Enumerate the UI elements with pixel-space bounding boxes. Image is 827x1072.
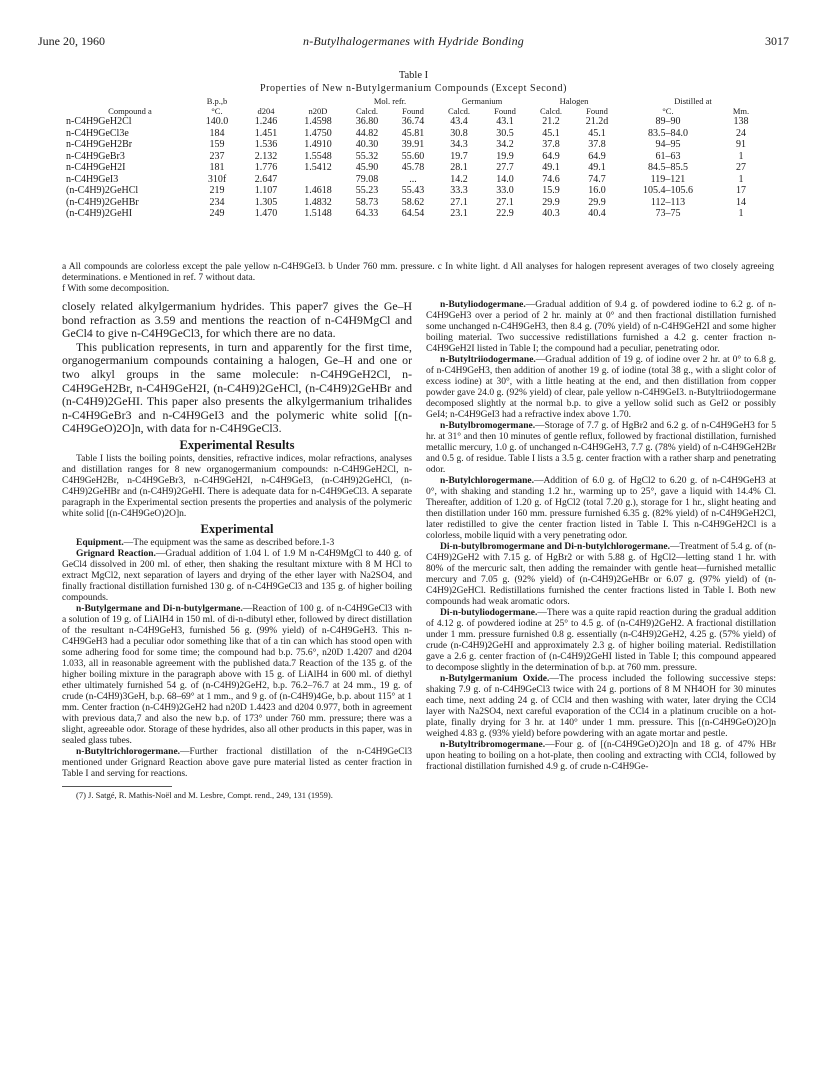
- cell-x-calc: 49.1: [542, 162, 560, 174]
- cell-bp: 184: [209, 127, 225, 139]
- cell-dist-c: 105.4–105.6: [643, 185, 693, 197]
- table-footnote-main: a All compounds are colorless except the pale yellow n-C4H9GeI3. b Under 760 mm. pressure. c In white light. d All analyses for halogen represent averages of two closely agreeing determinations. e Mentioned in ref. 7 without data.: [62, 262, 774, 283]
- cell-ge-found: 22.9: [496, 208, 514, 220]
- results-heading: Experimental Results: [179, 437, 295, 452]
- table-row: [66, 197, 766, 209]
- equipment-text: —The equipment was the same as described before.1-3: [123, 537, 335, 548]
- cell-compound: n-C4H9GeH2Cl: [66, 116, 132, 128]
- table-row: [66, 185, 766, 197]
- cell-dist-mm: 1: [738, 150, 744, 162]
- cell-n: 1.5412: [304, 162, 332, 174]
- cell-mr-calc: 79.08: [355, 173, 379, 185]
- cell-ge-calc: 30.8: [450, 127, 468, 139]
- cell-d: 1.470: [254, 208, 278, 220]
- cell-dist-mm: 1: [738, 173, 744, 185]
- running-header: [38, 34, 789, 50]
- table-title: Properties of New n-Butylgermanium Compounds (Except Second): [259, 83, 568, 94]
- cell-compound: n-C4H9GeI3: [66, 173, 119, 185]
- cell-mr-found: 45.81: [401, 127, 425, 139]
- table-footnotes: [62, 262, 774, 295]
- results-paragraph: Table I lists the boiling points, densities, refractive indices, molar refractions, analyses and distillation ranges for 8 new organogermanium compounds: n-C4H9GeH2Cl, n-C4H9GeH2Br, n-C4H9GeBr3, n-C4H9GeH2I, n-C4H9GeI3, (n-C4H9)2GeHCl, (n-C4H9)2GeHBr and (n-C4H9)2GeHI. There is adequate data for n-C4H9GeCl3. A separate paragraph in the Experimental section presents the properties and analysis of the polymeric white solid [(n-C4H9GeO)2O]n.: [62, 453, 412, 519]
- header-molrefr: Mol. refr.: [373, 96, 407, 106]
- header-title: n-Butylhalogermanes with Hydride Bonding: [303, 34, 524, 48]
- table-row: [66, 208, 766, 220]
- cell-x-found: 16.0: [588, 185, 606, 197]
- cell-ge-found: 33.0: [496, 185, 514, 197]
- diiodo-paragraph: [426, 608, 776, 674]
- header-date: June 20, 1960: [38, 34, 105, 48]
- cell-mr-found: 39.91: [401, 139, 425, 151]
- cell-mr-found: 45.78: [401, 162, 425, 174]
- cell-bp: 159: [209, 139, 225, 151]
- cell-mr-found: 58.62: [401, 196, 425, 208]
- footnote-divider: [62, 786, 172, 787]
- cell-mr-found: 55.60: [401, 150, 425, 162]
- header-x-found: Found: [586, 106, 608, 116]
- cell-x-calc: 45.1: [542, 127, 560, 139]
- experimental-heading: Experimental: [200, 521, 274, 536]
- equipment-paragraph: [62, 538, 412, 549]
- cell-ge-found: 27.1: [496, 196, 514, 208]
- cell-d: 1.536: [254, 139, 278, 151]
- cell-ge-calc: 27.1: [450, 196, 468, 208]
- header-mr-found: Found: [402, 106, 424, 116]
- cell-x-calc: 21.2: [542, 116, 560, 128]
- cell-ge-calc: 43.4: [450, 116, 468, 128]
- table-row: [66, 151, 766, 163]
- trichloro-paragraph: [62, 747, 412, 780]
- cell-n: 1.4832: [304, 196, 332, 208]
- cell-mr-calc: 44.82: [355, 127, 379, 139]
- cell-dist-c: 94–95: [655, 139, 681, 151]
- cell-mr-found: 36.74: [401, 116, 425, 128]
- cell-dist-c: 119–121: [650, 173, 686, 185]
- cell-dist-mm: 91: [736, 139, 746, 151]
- header-ge-found: Found: [494, 106, 516, 116]
- cell-dist-c: 112–113: [650, 196, 686, 208]
- equipment-label: Equipment.: [76, 537, 124, 548]
- cell-n: 1.5148: [304, 208, 332, 220]
- cell-ge-found: 27.7: [496, 162, 514, 174]
- header-refr-index: n20D: [308, 106, 328, 116]
- cell-dist-c: 73–75: [655, 208, 681, 220]
- header-distilled: Distilled at: [674, 96, 712, 106]
- cell-ge-calc: 23.1: [450, 208, 468, 220]
- cell-dist-c: 83.5–84.0: [648, 127, 688, 139]
- bromo-paragraph: [426, 421, 776, 476]
- header-dist-c: °C.: [662, 106, 674, 116]
- header-x-calcd: Calcd.: [540, 106, 562, 116]
- cell-bp: 234: [209, 196, 225, 208]
- header-dist-mm: Mm.: [732, 106, 750, 116]
- triiodo-text: —Gradual addition of 19 g. of iodine over 2 hr. at 0° to 6.8 g. of n-C4H9GeH3, then addition of another 19 g. of iodine (total 38 g., with a slight color of excess iodine) at 30°, with a little heating at the end, and then distillation from copper powder gave 24.0 g. (92% yield) of clear, pale yellow n-C4H9GeI3. n-Butyltriiodogermane decomposed slightly at the normal b.p. to give a yellow solid such as GeI2 or possibly GeI4; n-C4H9GeI3 had a refractive index above 1.70.: [426, 355, 776, 420]
- bromo-label: n-Butylbromogermane.: [440, 421, 536, 431]
- grignard-label: Grignard Reaction.: [76, 548, 156, 559]
- cell-dist-mm: 27: [736, 162, 746, 174]
- cell-ge-calc: 14.2: [450, 173, 468, 185]
- cell-compound: (n-C4H9)2GeHBr: [66, 196, 139, 208]
- cell-n: 1.4618: [304, 185, 332, 197]
- cell-compound: n-C4H9GeH2Br: [66, 139, 133, 151]
- dibromo-text: —Treatment of 5.4 g. of (n-C4H9)2GeH2 with 7.15 g. of HgBr2 or with 5.88 g. of HgCl2—letting stand 1 hr. with 80% of the mercuric salt, then adding the remainder with gentle heat—furnished metallic mercury and 7.05 g. (92% yield) of (n-C4H9)2GeHBr or 6.07 g. (97% yield) of (n-C4H9)2GeHCl. Redistillations furnished the center fractions listed in Table I. Both new compounds had weak aromatic odors.: [426, 542, 777, 607]
- triiodo-paragraph: [426, 355, 776, 421]
- cell-x-calc: 74.6: [542, 173, 560, 185]
- cell-x-calc: 40.3: [542, 208, 560, 220]
- butylgermane-label: n-Butylgermane and Di-n-butylgermane.: [76, 603, 243, 614]
- cell-x-found: 40.4: [588, 208, 606, 220]
- cell-dist-c: 89–90: [655, 116, 681, 128]
- cell-bp: 249: [209, 208, 225, 220]
- cell-x-calc: 64.9: [542, 150, 560, 162]
- cell-d: 1.107: [254, 185, 278, 197]
- cell-x-found: 45.1: [588, 127, 606, 139]
- intro-paragraph-2: This publication represents, in turn and apparently for the first time, organogermanium compounds containing a halogen, Ge–H and one or two alkyl groups in the same molecule: n-C4H9GeH2Cl, n-C4H9GeH2Br, n-C4H9GeH2I, (n-C4H9)2GeHCl, (n-C4H9)2GeHBr and (n-C4H9)2GeHI. This paper also presents the alkylgermanium trihalides n-C4H9GeBr3 and n-C4H9GeI3 and the polymeric white solid [(n-C4H9GeO)2O]n, with data for n-C4H9GeCl3.: [62, 339, 412, 436]
- cell-bp: 237: [209, 150, 225, 162]
- grignard-paragraph: [62, 549, 412, 604]
- cell-bp: 219: [209, 185, 225, 197]
- butylgermane-paragraph: [62, 604, 412, 747]
- dibromo-paragraph: [426, 542, 776, 608]
- cell-mr-calc: 55.23: [355, 185, 379, 197]
- cell-ge-found: 43.1: [496, 116, 514, 128]
- cell-compound: n-C4H9GeCl3e: [66, 127, 129, 139]
- cell-ge-calc: 19.7: [450, 150, 468, 162]
- cell-bp: 140.0: [205, 116, 229, 128]
- chloro-text: —Addition of 6.0 g. of HgCl2 to 6.20 g. of n-C4H9GeH3 at 0°, with shaking and standing 1.2 hr., warming up to 25°, gave a liquid with 14.4% Cl. Thereafter, addition of 1.20 g. of HgCl2 (total 7.20 g.), storage for 1 hr., slight heating and then distillation under 160 mm. pressure furnished 6.35 g. (82% yield) of n-C4H9GeH2Cl, later redistilled to give the center fraction listed in Table I. This n-C4H9GeH2Cl is a colorless, mobile liquid with a very penetrating odor.: [426, 476, 776, 541]
- header-ge-calcd: Calcd.: [448, 106, 470, 116]
- left-column: [62, 300, 412, 800]
- cell-compound: (n-C4H9)2GeHCl: [66, 185, 139, 197]
- grignard-text: —Gradual addition of 1.04 l. of 1.9 M n-C4H9MgCl to 440 g. of GeCl4 dissolved in 200 ml. of ether, then shaking the resultant mixture with 8 M HCl to extract MgCl2, next separation of layers and drying of the ether layer with Na2SO4, and finally fractional distillation furnished 130 g. of n-C4H9GeCl3 and 135 g. of higher boiling compounds.: [62, 548, 412, 603]
- cell-dist-mm: 24: [736, 127, 746, 139]
- cell-mr-calc: 36.80: [355, 116, 379, 128]
- header-page-number: 3017: [765, 34, 789, 48]
- table-caption: Table I: [398, 70, 429, 81]
- cell-compound: (n-C4H9)2GeHI: [66, 208, 133, 220]
- cell-dist-mm: 17: [736, 185, 746, 197]
- cell-ge-calc: 33.3: [450, 185, 468, 197]
- cell-ge-found: 19.9: [496, 150, 514, 162]
- table-header-bottom: [66, 106, 766, 116]
- header-germanium: Germanium: [461, 96, 503, 106]
- diiodo-text: —There was a quite rapid reaction during the gradual addition of 4.12 g. of powdered iodine at 25° to 4.5 g. of (n-C4H9)2GeH2. A fractional distillation under 1 mm. pressure furnished 0.8 g. essentially (n-C4H9)2GeH2, 4.25 g. (57% yield) of crude (n-C4H9)2GeHI and approximately 2.3 g. of higher boiling material. Redistillation gave a 2.6 g. center fraction of (n-C4H9)2GeHI listed in Table I; this compound appeared to decompose slightly in the determination of b.p. at 760 mm. pressure.: [426, 608, 776, 673]
- cell-bp: 181: [209, 162, 225, 174]
- tribromo-paragraph: [426, 740, 776, 773]
- cell-dist-mm: 1: [738, 208, 744, 220]
- cell-d: 1.305: [254, 196, 278, 208]
- iodo-label: n-Butyliodogermane.: [440, 300, 526, 310]
- cell-ge-calc: 28.1: [450, 162, 468, 174]
- chloro-paragraph: [426, 476, 776, 542]
- tribromo-label: n-Butyltribromogermane.: [440, 740, 546, 750]
- intro-paragraph-1: closely related alkylgermanium hydrides. This paper7 gives the Ge–H bond refraction as 3.59 and mentions the reaction of n-C4H9MgCl and GeCl4 to give n-C4H9GeCl3, for which there are no data.: [62, 299, 412, 341]
- cell-mr-found: ...: [409, 173, 417, 185]
- cell-mr-calc: 40.30: [355, 139, 379, 151]
- cell-x-calc: 37.8: [542, 139, 560, 151]
- table-footnote-f: f With some decomposition.: [62, 284, 170, 294]
- chloro-label: n-Butylchlorogermane.: [440, 476, 535, 486]
- cell-d: 1.451: [254, 127, 278, 139]
- cell-mr-calc: 58.73: [355, 196, 379, 208]
- cell-n: [292, 174, 344, 186]
- oxide-text: —The process included the following successive steps: shaking 7.9 g. of n-C4H9GeCl3 twice with 24 g. portions of 8 M NH4OH for 30 minutes each time, next adding 24 g. of CCl4 and then washing with water, later drying the CCl4 layer with Na2SO4, next careful evaporation of the CCl4 in a platinum crucible on a hot-plate, finally drying for 3 hr. at 140° under 1 mm. pressure. This [(n-C4H9GeO)2O]n weighed 4.83 g. (93% yield) before powdering with an agate mortar and pestle.: [426, 674, 776, 739]
- properties-table: [66, 96, 766, 220]
- table-header-top: [66, 96, 766, 106]
- trichloro-label: n-Butyltrichlorogermane.: [76, 746, 181, 757]
- cell-x-found: 74.7: [588, 173, 606, 185]
- cell-x-found: 29.9: [588, 196, 606, 208]
- cell-mr-calc: 45.90: [355, 162, 379, 174]
- header-compound: Compound a: [108, 106, 152, 116]
- trichloro-text: —Further fractional distillation of the n-C4H9GeCl3 mentioned under Grignard Reaction above gave pure material listed as center fraction in Table I and serving for reactions.: [62, 746, 412, 779]
- cell-mr-found: 64.54: [401, 208, 425, 220]
- table-row: [66, 128, 766, 140]
- header-bp: B.p.,b: [206, 96, 228, 106]
- cell-x-calc: 15.9: [542, 185, 560, 197]
- reference-footnote: (7) J. Satgé, R. Mathis-Noël and M. Lesbre, Compt. rend., 249, 131 (1959).: [76, 789, 333, 800]
- cell-n: 1.4910: [304, 139, 332, 151]
- table-row: [66, 139, 766, 151]
- cell-d: 2.132: [254, 150, 278, 162]
- table-row: [66, 116, 766, 128]
- cell-x-found: 37.8: [588, 139, 606, 151]
- cell-compound: n-C4H9GeBr3: [66, 150, 125, 162]
- cell-x-found: 64.9: [588, 150, 606, 162]
- table-row: [66, 174, 766, 186]
- cell-mr-calc: 55.32: [355, 150, 379, 162]
- cell-ge-found: 34.2: [496, 139, 514, 151]
- cell-bp: 310f: [207, 173, 227, 185]
- iodo-text: —Gradual addition of 9.4 g. of powdered iodine to 6.2 g. of n-C4H9GeH3 over a period of 2 hr. mainly at 0° and then fractional distillation furnished some unchanged n-C4H9GeH3, then 8.4 g. (70% yield) of n-C4H9GeH2I and some higher boiling material. Two successive redistillations furnished a 4.2 g. center fraction n-C4H9GeH2I listed in Table I; the compound had a peculiar, penetrating odor.: [426, 300, 776, 354]
- cell-dist-mm: 138: [733, 116, 749, 128]
- iodo-paragraph: [426, 300, 776, 355]
- cell-ge-found: 14.0: [496, 173, 514, 185]
- cell-compound: n-C4H9GeH2I: [66, 162, 126, 174]
- tribromo-text: —Four g. of [(n-C4H9GeO)2O]n and 18 g. of 47% HBr upon heating to boiling on a hot-plate, then cooling and extracting with CCl4, followed by fractional distillation furnished 4.9 g. of crude n-C4H9Ge-: [426, 740, 776, 772]
- table-row: [66, 162, 766, 174]
- header-bp-unit: °C.: [211, 106, 223, 116]
- cell-ge-found: 30.5: [496, 127, 514, 139]
- header-density: d204: [257, 106, 275, 116]
- cell-d: 1.776: [254, 162, 278, 174]
- cell-d: 2.647: [254, 173, 278, 185]
- cell-n: 1.5548: [304, 150, 332, 162]
- cell-dist-mm: 14: [736, 196, 746, 208]
- cell-x-found: 21.2d: [585, 116, 609, 128]
- diiodo-label: Di-n-butyliodogermane.: [440, 608, 538, 618]
- bromo-text: —Storage of 7.7 g. of HgBr2 and 6.2 g. of n-C4H9GeH3 for 5 hr. at 31° and then 10 minutes of gentle reflux, followed by fractional distillation, furnished metallic mercury, 1.0 g. of unchanged n-C4H9GeH3, 7.7 g. (78% yield) of n-C4H9GeH2Br and 0.5 g. of residue. Table I lists a 3.5 g. center fraction with a rather sharp and penetrating odor.: [426, 421, 776, 475]
- header-halogen: Halogen: [559, 96, 589, 106]
- cell-ge-calc: 34.3: [450, 139, 468, 151]
- cell-dist-c: 84.5–85.5: [648, 162, 688, 174]
- cell-d: 1.246: [254, 116, 278, 128]
- header-mr-calcd: Calcd.: [356, 106, 378, 116]
- cell-n: 1.4750: [304, 127, 332, 139]
- oxide-label: n-Butylgermanium Oxide.: [440, 674, 550, 684]
- butylgermane-text: —Reaction of 100 g. of n-C4H9GeCl3 with a solution of 19 g. of LiAlH4 in 150 ml. of di-n-dibutyl ether, followed by direct distillation of the resultant n-C4H9GeH3, furnished 56 g. (99% yield) of n-C4H9GeH3. This n-C4H9GeH3 had a peculiar odor something like that of a tin can which has stood open with some adhering food for some time; the compound had b.p. 75.6°, n20D 1.4207 and d204 1.033, all in reasonable agreement with the published data.7 Reaction of the 135 g. of the higher boiling mixture in the paragraph above with 15 g. of LiAlH4 in 600 ml. of diethyl ether ultimately furnished 54 g. of (n-C4H9)2GeH2, b.p. 76.2–76.7 at 24 mm., 19 g. of crude (n-C4H9)3GeH, b.p. 68–69° at 1 mm., and 9 g. of (n-C4H9)4Ge, b.p. about 115° at 1 mm. Center fraction (n-C4H9)2GeH2 had n20D 1.4423 and d204 0.977, both in agreement with previous data,7 and also the new b.p. of 173° under 760 mm. pressure; there was a slight, agreeable odor. Storage of these hydrides, also all other products in this paper, was in sealed glass tubes.: [62, 603, 412, 746]
- dibromo-label: Di-n-butylbromogermane and Di-n-butylchlorogermane.: [440, 542, 671, 552]
- cell-x-calc: 29.9: [542, 196, 560, 208]
- oxide-paragraph: [426, 674, 776, 740]
- right-column: [426, 300, 776, 773]
- cell-x-found: 49.1: [588, 162, 606, 174]
- cell-dist-c: 61–63: [655, 150, 681, 162]
- cell-mr-found: 55.43: [401, 185, 425, 197]
- triiodo-label: n-Butyltriiodogermane.: [440, 355, 536, 365]
- cell-mr-calc: 64.33: [355, 208, 379, 220]
- cell-n: 1.4598: [304, 116, 332, 128]
